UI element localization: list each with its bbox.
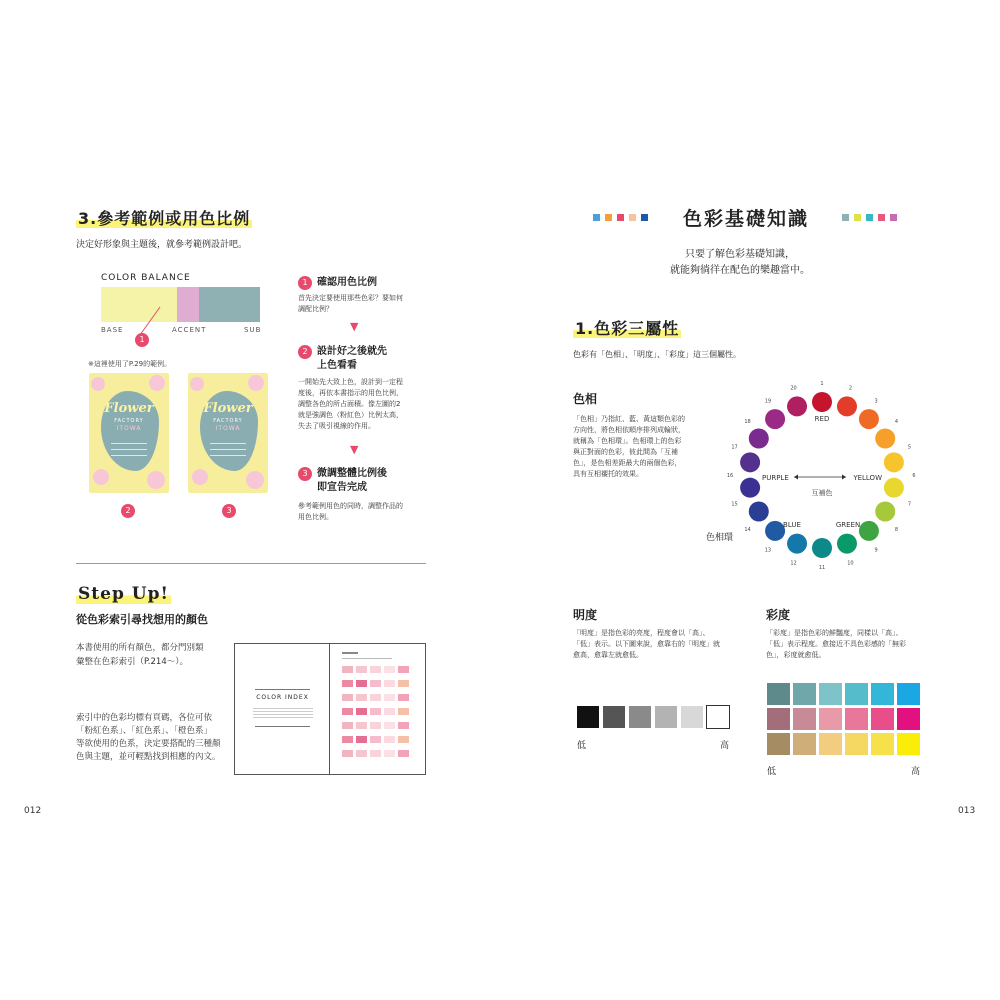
saturation-swatch [845,733,868,755]
book-swatch [398,708,409,715]
book-swatch [356,750,367,757]
saturation-swatch [897,708,920,730]
hue-wheel-dot [749,502,769,522]
hue-wheel-number: 11 [818,565,826,571]
decor-square [617,214,624,221]
book-swatch [342,750,353,757]
saturation-swatch [845,683,868,705]
book-swatch [384,736,395,743]
hue-wheel-number: 16 [726,473,734,479]
step-3-text: 參考範例用色的同時，調整作品的 用色比例。 [298,502,403,521]
hue-wheel-dot [837,534,857,554]
badge-2: 2 [121,504,135,518]
decor-square [605,214,612,221]
hue-wheel-label: PURPLE [762,474,789,482]
value-swatch [603,706,625,728]
stepup-paragraph-2: 索引中的色彩均標有頁碼，各位可依 「粉紅色系」、「紅色系」、「橙色系」 等欲使用的色系，決定要搭配的三種顏 色與主題，並可輕點找到相應的內文。 [76,713,221,762]
left-section-title: 3.參考範例或用色比例 [78,209,251,228]
book-swatch [384,722,395,729]
right-section-intro: 色彩有「色相」、「明度」、「彩度」這三個屬性。 [573,350,741,359]
saturation-swatch [793,683,816,705]
left-page-number: 012 [24,806,42,816]
saturation-swatch [819,733,842,755]
saturation-swatch [871,683,894,705]
book-swatch [398,694,409,701]
value-low-label: 低 [577,741,587,751]
hue-wheel [720,375,930,575]
left-section-intro: 決定好形象與主題後，就參考範例設計吧。 [76,240,248,250]
hue-wheel-dot [765,409,785,429]
color-balance-label: COLOR BALANCE [101,273,191,283]
book-swatch [384,694,395,701]
hue-wheel-dot [749,429,769,449]
step-1-title: 確認用色比例 [317,277,377,288]
hue-wheel-number: 20 [790,385,797,392]
saturation-swatch [767,733,790,755]
book-swatch [342,708,353,715]
hue-wheel-dot [787,534,807,554]
saturation-swatch [793,733,816,755]
right-main-title: 色彩基礎知識 [683,208,810,230]
hue-wheel-dot [875,429,895,449]
book-color-page [329,643,426,775]
step-1-badge: 1 [298,276,312,290]
hue-title: 色相 [573,392,598,406]
book-swatch [398,680,409,687]
saturation-text: 「彩度」是指色彩的鮮豔度，同樣以「高」、 「低」表示程度。愈接近不具色彩感的「無彩 色」，彩度就愈低。 [766,629,906,659]
book-swatch [398,750,409,757]
hue-wheel-number: 4 [894,418,899,425]
book-swatch [384,666,395,673]
stepup-subtitle: 從色彩索引尋找想用的顏色 [76,613,208,626]
right-main-subtitle: 只要了解色彩基礎知識， 就能夠徜徉在配色的樂趣當中。 [670,249,810,276]
step-3-badge: 3 [298,467,312,481]
hue-wheel-dot [884,452,904,472]
hue-wheel-number: 1 [820,381,824,387]
step-3-title: 微調整體比例後 即宣告完成 [317,468,387,493]
saturation-swatch [767,683,790,705]
hue-wheel-number: 14 [744,527,751,534]
hue-wheel-dot [837,396,857,416]
saturation-swatch [793,708,816,730]
step-2-title: 設計好之後就先 上色看看 [317,346,387,371]
saturation-swatch [845,708,868,730]
value-swatch [681,706,703,728]
hue-wheel-dot [884,478,904,498]
value-text: 「明度」是指色彩的亮度，程度會以「高」、 「低」表示。以下圖來說，愈靠右的「明度」就 愈高，愈靠左就愈低。 [573,629,720,659]
hue-wheel-number: 8 [894,527,899,534]
saturation-low-label: 低 [767,767,777,777]
left-divider [76,563,426,564]
stepup-paragraph-1: 本書使用的所有顏色，都分門別類 彙整在色彩索引（P.214～）。 [76,643,204,667]
hue-wheel-number: 17 [731,444,738,451]
badge-1: 1 [135,333,149,347]
book-swatch [370,680,381,687]
hue-wheel-dot [787,396,807,416]
hue-wheel-number: 5 [907,444,912,451]
book-swatch [342,722,353,729]
value-swatch [577,706,599,728]
stepup-title: Step Up! [78,584,169,604]
decor-square [878,214,885,221]
hue-text: 「色相」乃指紅、藍、黃這類色彩的 方向性，將色相依順序排列成輪狀， 就稱為「色相環」。色相環上的色彩 與正對面的色彩，彼此間為「互補 色」，是色相差距最大的兩個色彩， 具有互相襯托的效果。 [573,415,685,478]
hue-wheel-number: 2 [848,385,853,392]
badge-3: 3 [222,504,236,518]
hue-wheel-dot [812,538,832,558]
value-swatch [629,706,651,728]
step-2-text: 一開始先大致上色，設計到一定程 度後，再依本書指示的用色比例， 調整各色的所占面積。像左圖的2 就是強調色（粉紅色）比例太高， 失去了吸引視線的作用。 [298,378,403,430]
book-swatch [398,666,409,673]
hue-wheel-number: 10 [847,560,854,567]
hue-wheel-number: 13 [764,547,772,554]
arrowhead-icon [794,475,798,480]
hue-wheel-label: YELLOW [853,474,882,482]
saturation-swatch [767,708,790,730]
value-title: 明度 [573,608,598,622]
balance-sub-label: SUB [244,326,262,334]
decor-square [842,214,849,221]
hue-wheel-label: BLUE [783,521,801,529]
book-swatch [384,750,395,757]
hue-wheel-label: 互補色 [811,489,833,497]
step-2-badge: 2 [298,345,312,359]
decor-square [866,214,873,221]
book-swatch [342,694,353,701]
book-swatch [356,694,367,701]
arrowhead-icon [842,475,846,480]
decor-square [890,214,897,221]
balance-accent-label: ACCENT [172,326,207,334]
hue-wheel-number: 12 [790,560,797,567]
hue-wheel-label: RED [814,415,830,423]
book-swatch [370,708,381,715]
book-swatch [370,736,381,743]
hue-wheel-dot [740,478,760,498]
value-high-label: 高 [720,741,730,751]
saturation-swatch [871,733,894,755]
hue-wheel-number: 7 [907,501,912,508]
decor-square [593,214,600,221]
arrow-down-icon: ▼ [350,443,359,456]
book-swatch [370,666,381,673]
hue-wheel-caption: 色相環 [706,533,734,543]
right-page-number: 013 [958,806,976,816]
book-swatch [356,666,367,673]
saturation-swatch [819,683,842,705]
decor-square [629,214,636,221]
arrow-down-icon: ▼ [350,320,359,333]
balance-accent-bar [177,287,199,322]
book-swatch [384,680,395,687]
balance-base-label: BASE [101,326,124,334]
hue-wheel-number: 6 [912,473,916,479]
book-swatch [398,736,409,743]
saturation-swatch [871,708,894,730]
hue-wheel-dot [859,521,879,541]
book-swatch [356,680,367,687]
hue-wheel-dot [812,392,832,412]
book-swatch [398,722,409,729]
book-swatch [370,694,381,701]
book-swatch [370,722,381,729]
saturation-title: 彩度 [766,608,791,622]
saturation-swatch [897,683,920,705]
hue-wheel-number: 19 [764,398,772,405]
book-swatch [342,666,353,673]
saturation-swatch [819,708,842,730]
book-swatch [356,708,367,715]
hue-wheel-dot [859,409,879,429]
right-section-title: 1.色彩三屬性 [575,319,680,338]
value-swatch [655,706,677,728]
book-swatch [342,680,353,687]
decor-square [854,214,861,221]
value-swatch [707,706,729,728]
book-index-page: COLOR INDEX [234,643,331,775]
decor-square [641,214,648,221]
hue-wheel-dot [740,452,760,472]
book-swatch [356,722,367,729]
hue-wheel-dot [875,502,895,522]
poster-example-3: Flower FACTORY ITOWA [188,373,268,493]
step-1-text: 首先決定要使用那些色彩？要如何 調配比例？ [298,294,403,313]
book-swatch [342,736,353,743]
hue-wheel-number: 15 [731,501,738,508]
hue-wheel-number: 9 [874,547,878,554]
book-swatch [356,736,367,743]
book-swatch [370,750,381,757]
saturation-swatch [897,733,920,755]
hue-wheel-label: GREEN [835,521,861,529]
poster-example-2: Flower FACTORY ITOWA [89,373,169,493]
balance-sub-bar [199,287,260,322]
book-swatch [384,708,395,715]
example-note: ※這裡使用了P.29的範例。 [88,360,172,368]
hue-wheel-number: 18 [744,418,751,425]
saturation-high-label: 高 [911,767,921,777]
hue-wheel-number: 3 [874,398,878,405]
